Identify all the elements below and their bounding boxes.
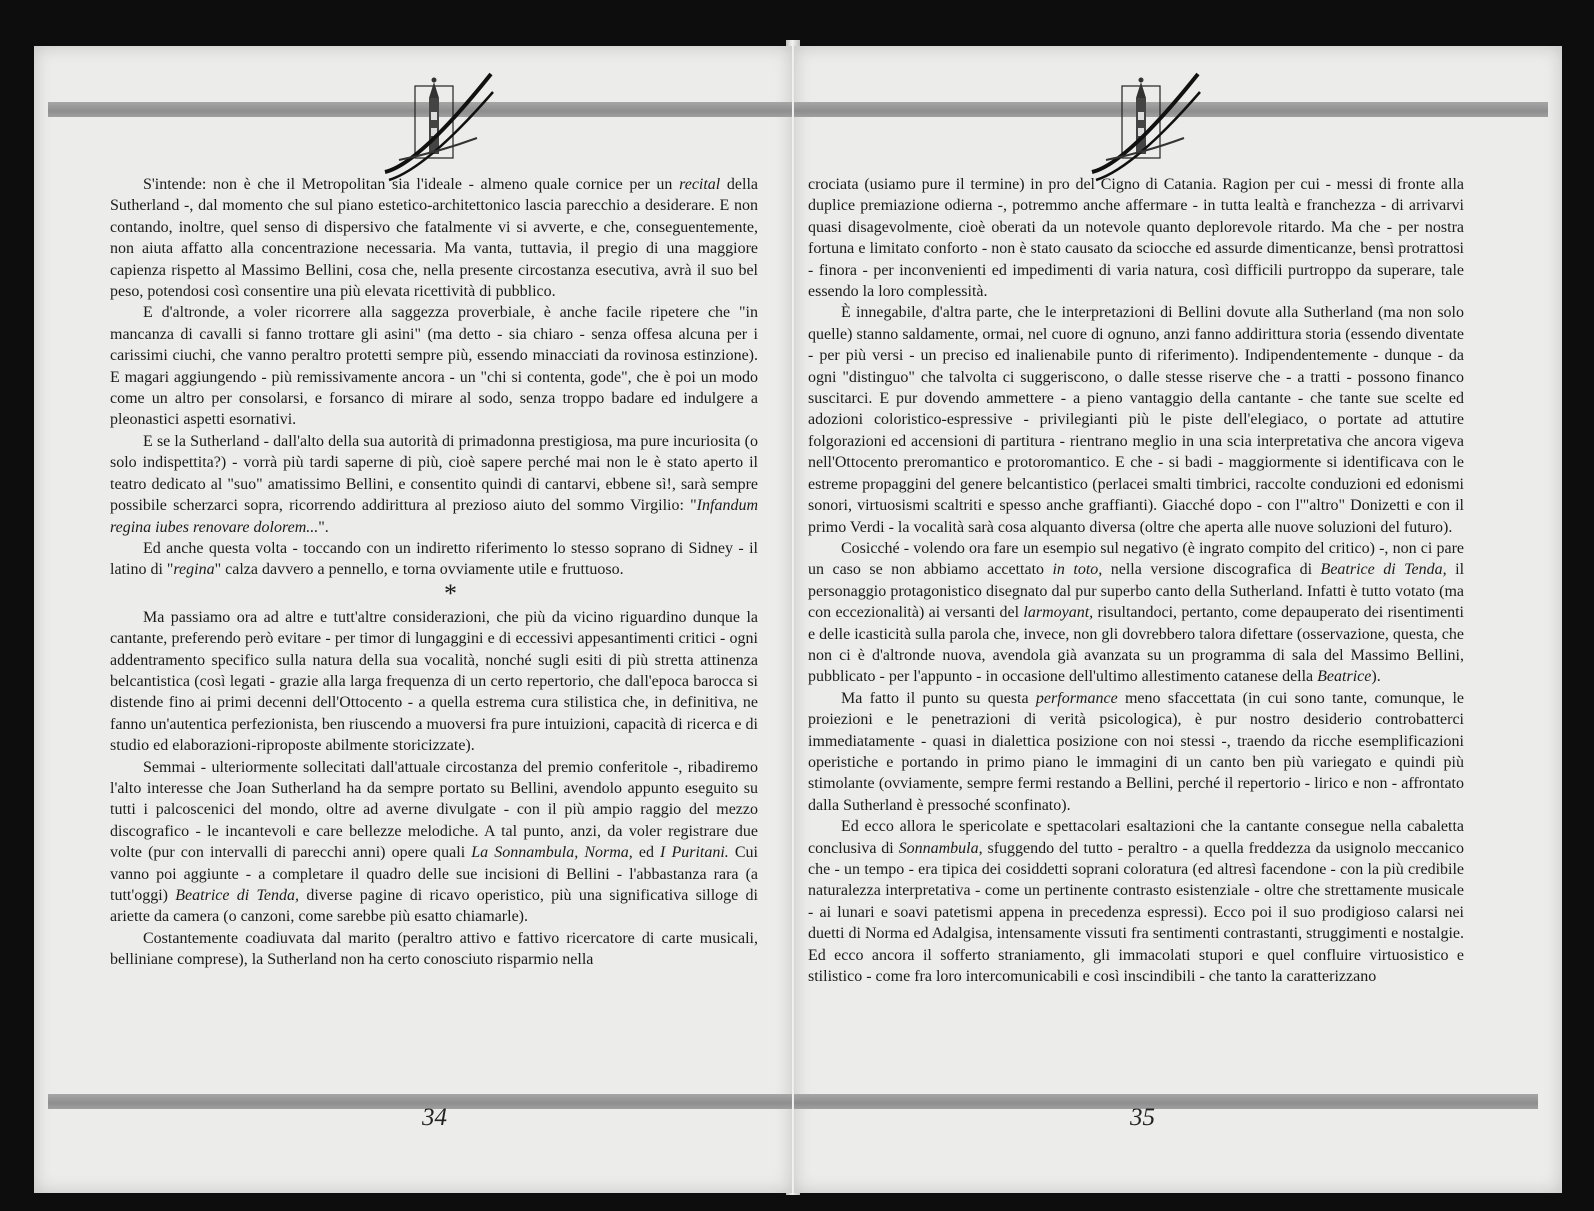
paragraph: E d'altronde, a voler ricorrere alla saggezza proverbiale, è anche facile ripetere che "in mancanza di cavalli si fanno trottare gli asini" (ma detto - sia chiaro - senza offesa alcuna per i carissimi ciuchi, che vanno peraltro protetti sempre più, essendo minacciati da rovinosa estinzione). E magari aggiungendo - più remissivamente ancora - un "chi si contenta, gode", che è poi un modo come un altro per consolarsi, e forsanco di mirare al sodo, senza troppo badare ed indulgere a pleonastici aspetti esornativi. — [110, 304, 758, 429]
paragraph: Ma fatto il punto su questa performance meno sfaccettata (in cui sono tante, comunque, le proiezioni e le penetrazioni di verità psicologica), è pur nostro desiderio controbatterci immediatamente - quasi in dialettica posizione con noi stessi -, traendo da ricche esemplificazioni operistiche e portando in primo piano le immagini di un canto ben più variegato e quindi più stimolante (ovviamente, sempre fermi restando a Bellini, perché il repertorio - lirico e non - affrontato dalla Sutherland è pressoché sconfinato). — [808, 689, 1464, 814]
left-paragraphs-2 — [110, 607, 758, 971]
paragraph: Ma passiamo ora ad altre e tutt'altre considerazioni, che più da vicino riguardino dunque la cantante, preferendo però evitare - per timor di lungaggini e di eccessivi appesantimenti critici - ogni addentramento specifico sulla natura della sua vocalità, nonché sugli esiti di più stretta attinenza belcantistica (così legati - grazie alla larga frequenza di un certo repertorio, che dall'epoca barocca si distende fino ai primi decenni dell'Ottocento - a quella estrema cura stilistica che, in definitiva, ne fanno un'autentica perfezionista, ben riuscendo a muoversi fra pure intuizioni, capacità di ricerca e di studio ed elaborazioni-riproposte abilmente storicizzate). — [110, 608, 758, 755]
paragraph: Cosicché - volendo ora fare un esempio sul negativo (è ingrato compito del critico) -, non ci pare un caso se non abbiamo accettato in toto, nella versione discografica di Beatrice di Tenda, il personaggio protagonistico disegnato dal pur superbo canto della Sutherland. Infatti è tutto votato (ma con eccezionalità) ai versanti del larmoyant, risultandoci, pertanto, come depauperato dei risentimenti e delle icasticità sulla parola che, invece, non gli dovrebbero talora difettare (osservazione, questa, che non ci è d'altronde nuova, avendola già avanzata su un programma di sala del Massimo Bellini, pubblicato - per l'appunto - in occasione dell'ultimo allestimento catanese della Beatrice). — [808, 539, 1465, 686]
page-number: 35 — [1130, 1104, 1155, 1131]
left-paragraphs-1 — [110, 174, 758, 581]
paragraph: È innegabile, d'altra parte, che le interpretazioni di Bellini dovute alla Sutherland (ma non solo quelle) stanno saldamente, ormai, nel cuore di ognuno, anzi fanno addirittura storia (essendo diventate - per più versi - un preciso ed inalienabile punto di riferimento). Indipendentemente - dunque - da ogni "distinguo" che talvolta ci suggeriscono, o dalle stesse riserve che - a tratti - possono financo suscitarci. E pur dovendo ammettere - a pieno vantaggio della cantante - che tante sue scelte ed adozioni coloristico-espressive - privilegianti più le piste dell'elegiaco, o portate ad attutire folgorazioni ed accensioni di partitura - rientrano meglio in una scia interpretativa che ancora vigeva nell'Ottocento preromantico e protoromantico. E che - si badi - maggiormente si identificava con le estreme propaggini del genere belcantistico (perlacei smalti timbrici, raccolte conduzioni ed edonismi sonori, virtuosismi scaltriti e spesso anche graffianti). Giacché dopo - con l'"altro" Donizetti e con il primo Verdi - la vocalità sarà cosa alquanto diversa (oltre che aperta alle nuove soluzioni del futuro). — [808, 304, 1464, 536]
left-page — [34, 46, 792, 1193]
footer-band — [794, 1094, 1538, 1109]
gondola-tower-emblem-icon — [1086, 68, 1206, 186]
paragraph: Semmai - ulteriormente sollecitati dall'attuale circostanza del premio conferitole -, ribadiremo l'alto interesse che Joan Sutherland ha da sempre portato su Bellini, avendolo appunto eseguito su tutti i palcoscenici del mondo, oltre ad averne divulgate - con il più ampio raggio del mezzo discografico - le incantevoli e care bellezze melodiche. A tal punto, anzi, da voler registrare due volte (pur con intervalli di parecchi anni) opere quali La Sonnambula, Norma, ed I Puritani. Cui vanno poi aggiunte - a completare il quadro delle sue incisioni di Bellini - l'abbastanza rara (a tutt'oggi) Beatrice di Tenda, diverse pagine di ricavo operistico, più una significativa silloge di ariette da camera (o canzoni, come sarebbe più esatto chiamarle). — [110, 758, 759, 926]
italic-text: Beatrice di Tenda, — [175, 887, 300, 904]
right-paragraphs — [808, 174, 1464, 987]
paragraph: S'intende: non è che il Metropolitan sia l'ideale - almeno quale cornice per un recital della Sutherland -, dal momento che sul piano estetico-architettonico lascia parecchio a desiderare. E non contando, inoltre, quel senso di dispersivo che fatalmente vi si avverte, e che, conseguentemente, non aiuta affatto alla concentrazione necessaria. Ma vanta, tuttavia, il pregio di una maggiore capienza rispetto al Massimo Bellini, cosa che, nella presente circostanza esecutiva, avrà il suo bel peso, potendosi così consentire una più elevata ricettività di pubblico. — [110, 176, 758, 301]
section-separator: * — [444, 578, 457, 608]
right-page — [794, 46, 1562, 1193]
paragraph: crociata (usiamo pure il termine) in pro del Cigno di Catania. Ragion per cui - messi di fronte alla duplice premiazione odierna -, potremmo anche affermare - in tutta lealtà e franchezza - di arrivarvi quasi disagevolmente, cioè oberati da un notevole quanto deplorevole ritardo. Ma che - per nostra fortuna e limitato conforto - non è stato causato da sciocche ed assurde dimenticanze, bensì protrattosi - finora - per inconvenienti ed impedimenti di varia natura, così difficili purtroppo da superare, tale essendo la loro complessità. — [808, 176, 1464, 301]
paragraph: E se la Sutherland - dall'alto della sua autorità di primadonna prestigiosa, ma pure incuriosita (o solo indispettita?) - vorrà più tardi saperne di più, cioè sapere perché mai non le è stato aperto il teatro dedicato al "suo" amatissimo Bellini, e consentito quindi di cantarvi, ebbene sì!, sarà sempre possibile scherzarci sopra, ricorrendo addirittura al prezioso aiuto del sommo Virgilio: "Infandum regina iubes renovare dolorem...". — [110, 432, 758, 536]
left-page-text — [110, 174, 758, 971]
footer-band — [48, 1094, 792, 1109]
italic-text: Beatrice di Tenda, — [1320, 561, 1447, 579]
paragraph: Ed ecco allora le spericolate e spettacolari esaltazioni che la cantante consegue nella cabaletta conclusiva di Sonnambula, sfuggendo del tutto - peraltro - a quella freddezza da usignolo meccanico che - un tempo - era tipica dei cosiddetti soprani coloratura (ed altresì facendone - con la più credibile naturalezza interpretativa - come un pertinente contrasto esistenziale - oltre che strettamente musicale - ai lunari e soavi patetismi appena in precedenza espressi). Ecco poi il suo prodigioso calarsi nei duetti di Norma ed Adalgisa, intensamente vissuti fra sentimenti contrastanti, struggimenti e nostalgie. Ed ecco ancora il sofferto straniamento, gli immacolati stupori e quel confluire virtuosistico e stilistico - come fra loro intercomunicabili e così inscindibili - che tanto la caratterizzano — [808, 818, 1465, 986]
gondola-tower-emblem-icon — [379, 68, 499, 186]
page-number: 34 — [422, 1104, 447, 1131]
right-page-text — [808, 174, 1464, 987]
paragraph: Ed anche questa volta - toccando con un indiretto riferimento lo stesso soprano di Sidney - il latino di "regina" calza davvero a pennello, e torna ovviamente utile e fruttuoso. — [110, 539, 758, 579]
italic-text: Sonnambula, — [898, 839, 983, 857]
italic-text: larmoyant, — [1023, 604, 1094, 622]
italic-text: La Sonnambula, Norma, — [471, 844, 633, 862]
paragraph: Costantemente coadiuvata dal marito (peraltro attivo e fattivo ricercatore di carte musicali, belliniane comprese), la Sutherland non ha certo conosciuto risparmio nella — [110, 929, 758, 969]
italic-text: Infandum regina iubes renovare dolorem... — [110, 497, 758, 536]
italic-text: Beatrice — [1317, 668, 1372, 686]
italic-text: I Puritani. — [660, 844, 729, 862]
italic-text: regina — [173, 561, 215, 579]
italic-text: performance — [1035, 689, 1118, 707]
italic-text: recital — [679, 176, 721, 193]
italic-text: in toto, — [1052, 561, 1103, 579]
